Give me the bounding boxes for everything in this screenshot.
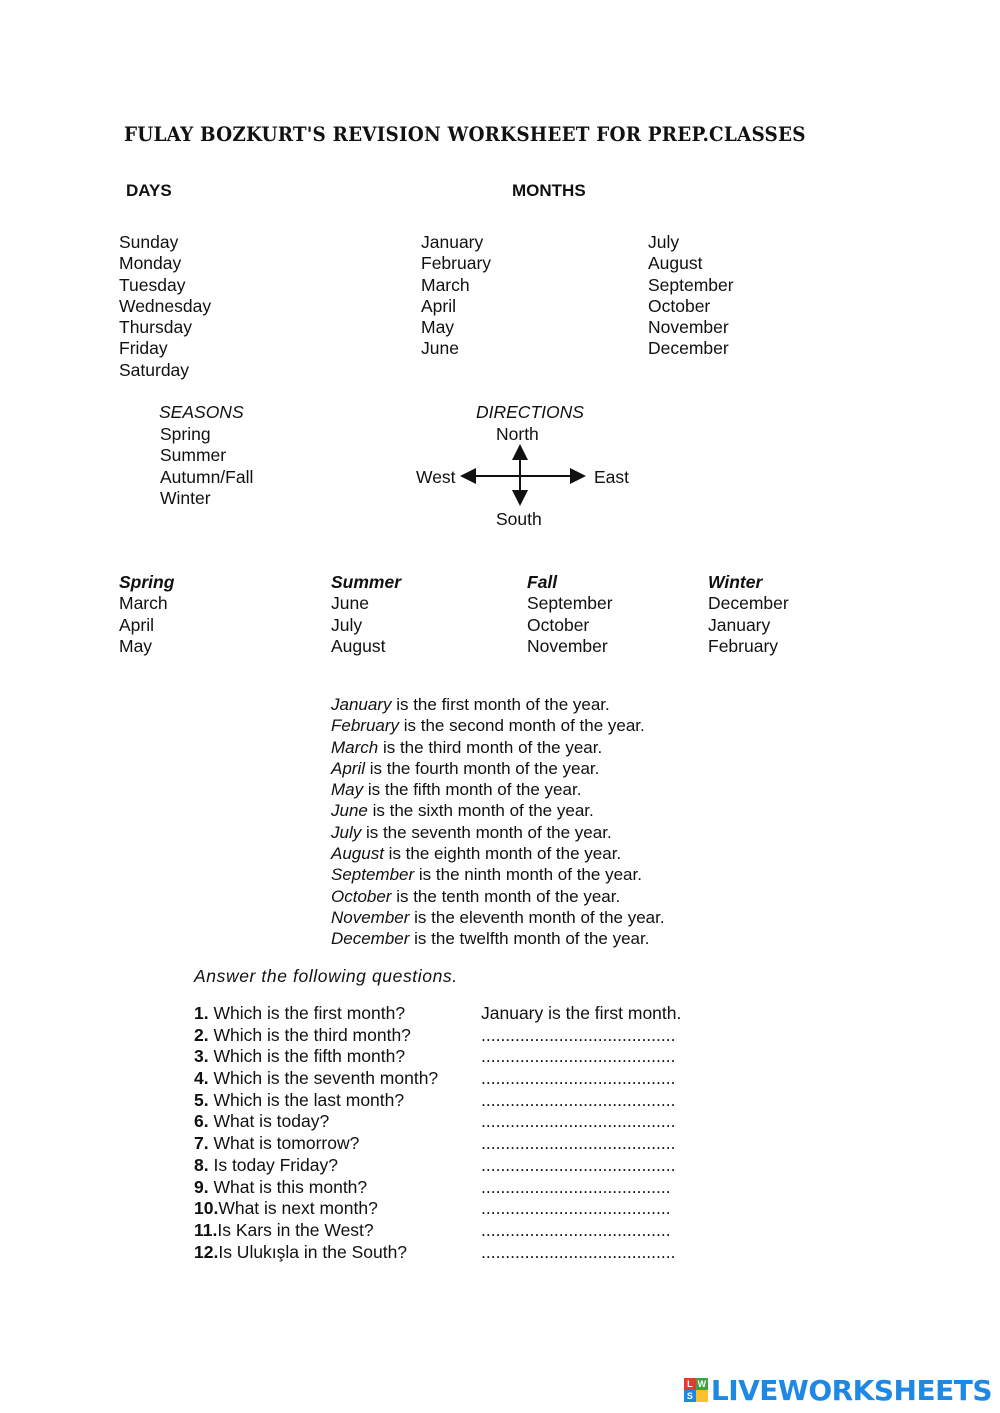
brand-text: LIVEWORKSHEETS [710,1373,992,1407]
answer-blank: ........................................ [481,1089,676,1110]
question-number: 6. [194,1111,209,1132]
question-number: 7. [194,1133,209,1154]
question-text: What is this month? [208,1176,368,1197]
sentence-text: is the seventh month of the year. [361,822,612,842]
question-text: Which is the first month? [208,1003,406,1023]
liveworksheets-logo [684,1373,992,1407]
month-item: January [421,232,484,252]
compass-north-label: North [496,424,539,444]
question-row [194,1198,671,1220]
answer-blank: ....................................... [481,1219,671,1240]
answer-blank: ........................................ [481,1241,676,1262]
sentence-month: January [331,695,392,714]
compass-arrows-icon [410,396,650,536]
logo-mark-tile: L [684,1378,696,1390]
question-row [194,1089,676,1112]
question-text: What is today? [208,1111,330,1132]
days-list [119,232,211,381]
questions-list [194,1003,682,1263]
answer-blank: ....................................... [481,1198,671,1219]
compass-south-label: South [496,509,542,529]
question-row [194,1176,671,1199]
sentence-text: is the tenth month of the year. [391,886,621,906]
season-month-item: July [331,614,363,635]
season-column [331,572,401,657]
sentence-text: is the first month of the year. [391,695,610,714]
question-number: 4. [194,1068,209,1089]
question-row [194,1068,676,1090]
answer-blank: ........................................ [481,1024,676,1045]
question-row [194,1003,682,1025]
logo-mark-tile: W [697,1379,707,1389]
sentence-month: May [331,780,364,800]
month-item: August [648,253,703,274]
day-item: Sunday [119,232,179,252]
ordinal-sentence [331,779,665,800]
season-column-header: Spring [119,572,175,592]
logo-mark-tile [696,1390,708,1402]
answer-blank: ........................................ [481,1111,676,1132]
question-number: 12. [194,1241,219,1262]
season-month-item: May [119,635,153,656]
question-text: Is today Friday? [208,1154,338,1175]
compass-east-label: East [594,467,630,487]
season-column [119,572,174,657]
season-month-item: March [119,593,168,614]
question-row [194,1219,671,1242]
sentence-month: June [331,801,368,821]
ordinal-sentence [331,694,665,715]
season-item: Winter [160,487,211,508]
season-month-item: June [331,593,369,614]
question-text: Which is the fifth month? [208,1046,406,1067]
question-number: 10. [194,1198,219,1219]
answer-blank: ........................................ [481,1154,676,1175]
season-column [708,572,789,657]
question-text: Is Ulukışla in the South? [218,1241,408,1262]
sentence-text: is the ninth month of the year. [414,865,642,885]
season-month-item: January [708,614,771,635]
ordinal-sentence [331,928,665,949]
sentence-text: is the fourth month of the year. [365,758,600,778]
month-item: March [421,274,470,295]
question-text: What is next month? [218,1198,378,1219]
day-item: Friday [119,338,168,359]
question-row [194,1133,676,1155]
seasons-header: SEASONS [159,402,244,422]
ordinal-sentence [331,886,665,907]
logo-mark-tile: S [684,1390,696,1402]
liveworksheets-mark-icon [684,1378,708,1402]
sentence-text: is the eighth month of the year. [383,844,622,864]
season-month-item: September [527,593,613,614]
season-item: Summer [160,445,227,466]
question-number: 11. [194,1219,218,1240]
sentence-text: is the eleventh month of the year. [409,907,665,927]
ordinal-sentence [331,843,665,864]
sentence-text: is the sixth month of the year. [367,801,594,821]
question-row [194,1111,676,1133]
question-number: 5. [194,1089,209,1110]
months-header: MONTHS [512,181,586,200]
ordinal-sentence [331,822,665,843]
season-column-header: Summer [331,572,402,592]
days-header: DAYS [126,181,172,200]
question-text: Which is the last month? [208,1089,405,1110]
season-month-item: April [119,614,155,635]
day-item: Saturday [119,359,190,380]
sentence-month: March [331,737,379,757]
month-item: October [648,295,711,316]
day-item: Monday [119,253,182,274]
sentence-month: December [331,929,410,949]
question-number: 3. [194,1046,209,1067]
month-item: July [648,232,680,252]
sentence-text: is the fifth month of the year. [363,780,582,800]
sentence-month: November [331,907,410,927]
season-month-item: November [527,635,608,656]
ordinal-sentences [331,694,665,950]
month-item: June [421,338,459,359]
question-row [194,1241,676,1264]
instruction: Answer the following questions. [194,966,458,986]
question-number: 8. [194,1154,209,1175]
month-item: April [421,295,457,316]
compass-diagram [410,396,650,536]
day-item: Wednesday [119,295,212,316]
question-text: Is Kars in the West? [217,1219,374,1240]
month-item: February [421,253,492,274]
seasons-list [160,424,253,509]
question-number: 9. [194,1176,209,1197]
season-month-item: August [331,635,386,656]
answer-blank: ........................................ [481,1133,676,1154]
sentence-month: April [331,758,366,778]
month-item: November [648,317,729,338]
sentence-month: August [331,844,384,864]
sentence-month: July [331,822,362,842]
season-month-item: February [708,635,779,656]
season-item: Autumn/Fall [160,466,254,487]
month-item: May [421,317,455,338]
answer-example: January is the first month. [481,1003,682,1023]
ordinal-sentence [331,715,665,736]
sentence-month: September [331,865,415,885]
sentence-text: is the second month of the year. [399,716,645,736]
question-number: 2. [194,1024,209,1045]
season-column [527,572,613,657]
ordinal-sentence [331,758,665,779]
ordinal-sentence [331,800,665,821]
season-month-item: December [708,593,789,614]
ordinal-sentence [331,907,665,928]
ordinal-sentence [331,864,665,885]
day-item: Thursday [119,317,192,338]
answer-blank: ....................................... [481,1176,671,1197]
month-item: September [648,274,734,295]
day-item: Tuesday [119,274,186,295]
sentence-text: is the third month of the year. [378,737,603,757]
season-column-header: Winter [708,572,763,592]
answer-blank: ........................................ [481,1046,676,1067]
sentence-text: is the twelfth month of the year. [409,929,650,949]
question-number: 1. [194,1003,209,1023]
season-item: Spring [160,424,211,444]
season-column-header: Fall [527,572,558,592]
months-list-2 [648,232,734,360]
question-text: Which is the third month? [208,1024,411,1045]
question-row [194,1024,676,1047]
ordinal-sentence [331,737,665,758]
directions-header: DIRECTIONS [476,402,584,422]
answer-blank: ........................................ [481,1068,676,1089]
question-text: Which is the seventh month? [208,1068,439,1089]
season-month-item: October [527,614,590,635]
month-item: December [648,338,729,359]
page-title: FULAY BOZKURT'S REVISION WORKSHEET FOR PREP.CLASSES [124,122,806,146]
sentence-month: February [331,716,400,736]
question-row [194,1046,676,1068]
compass-west-label: West [416,467,456,487]
sentence-month: October [331,886,392,906]
question-row [194,1154,676,1177]
months-list-1 [421,232,491,360]
question-text: What is tomorrow? [208,1133,360,1154]
